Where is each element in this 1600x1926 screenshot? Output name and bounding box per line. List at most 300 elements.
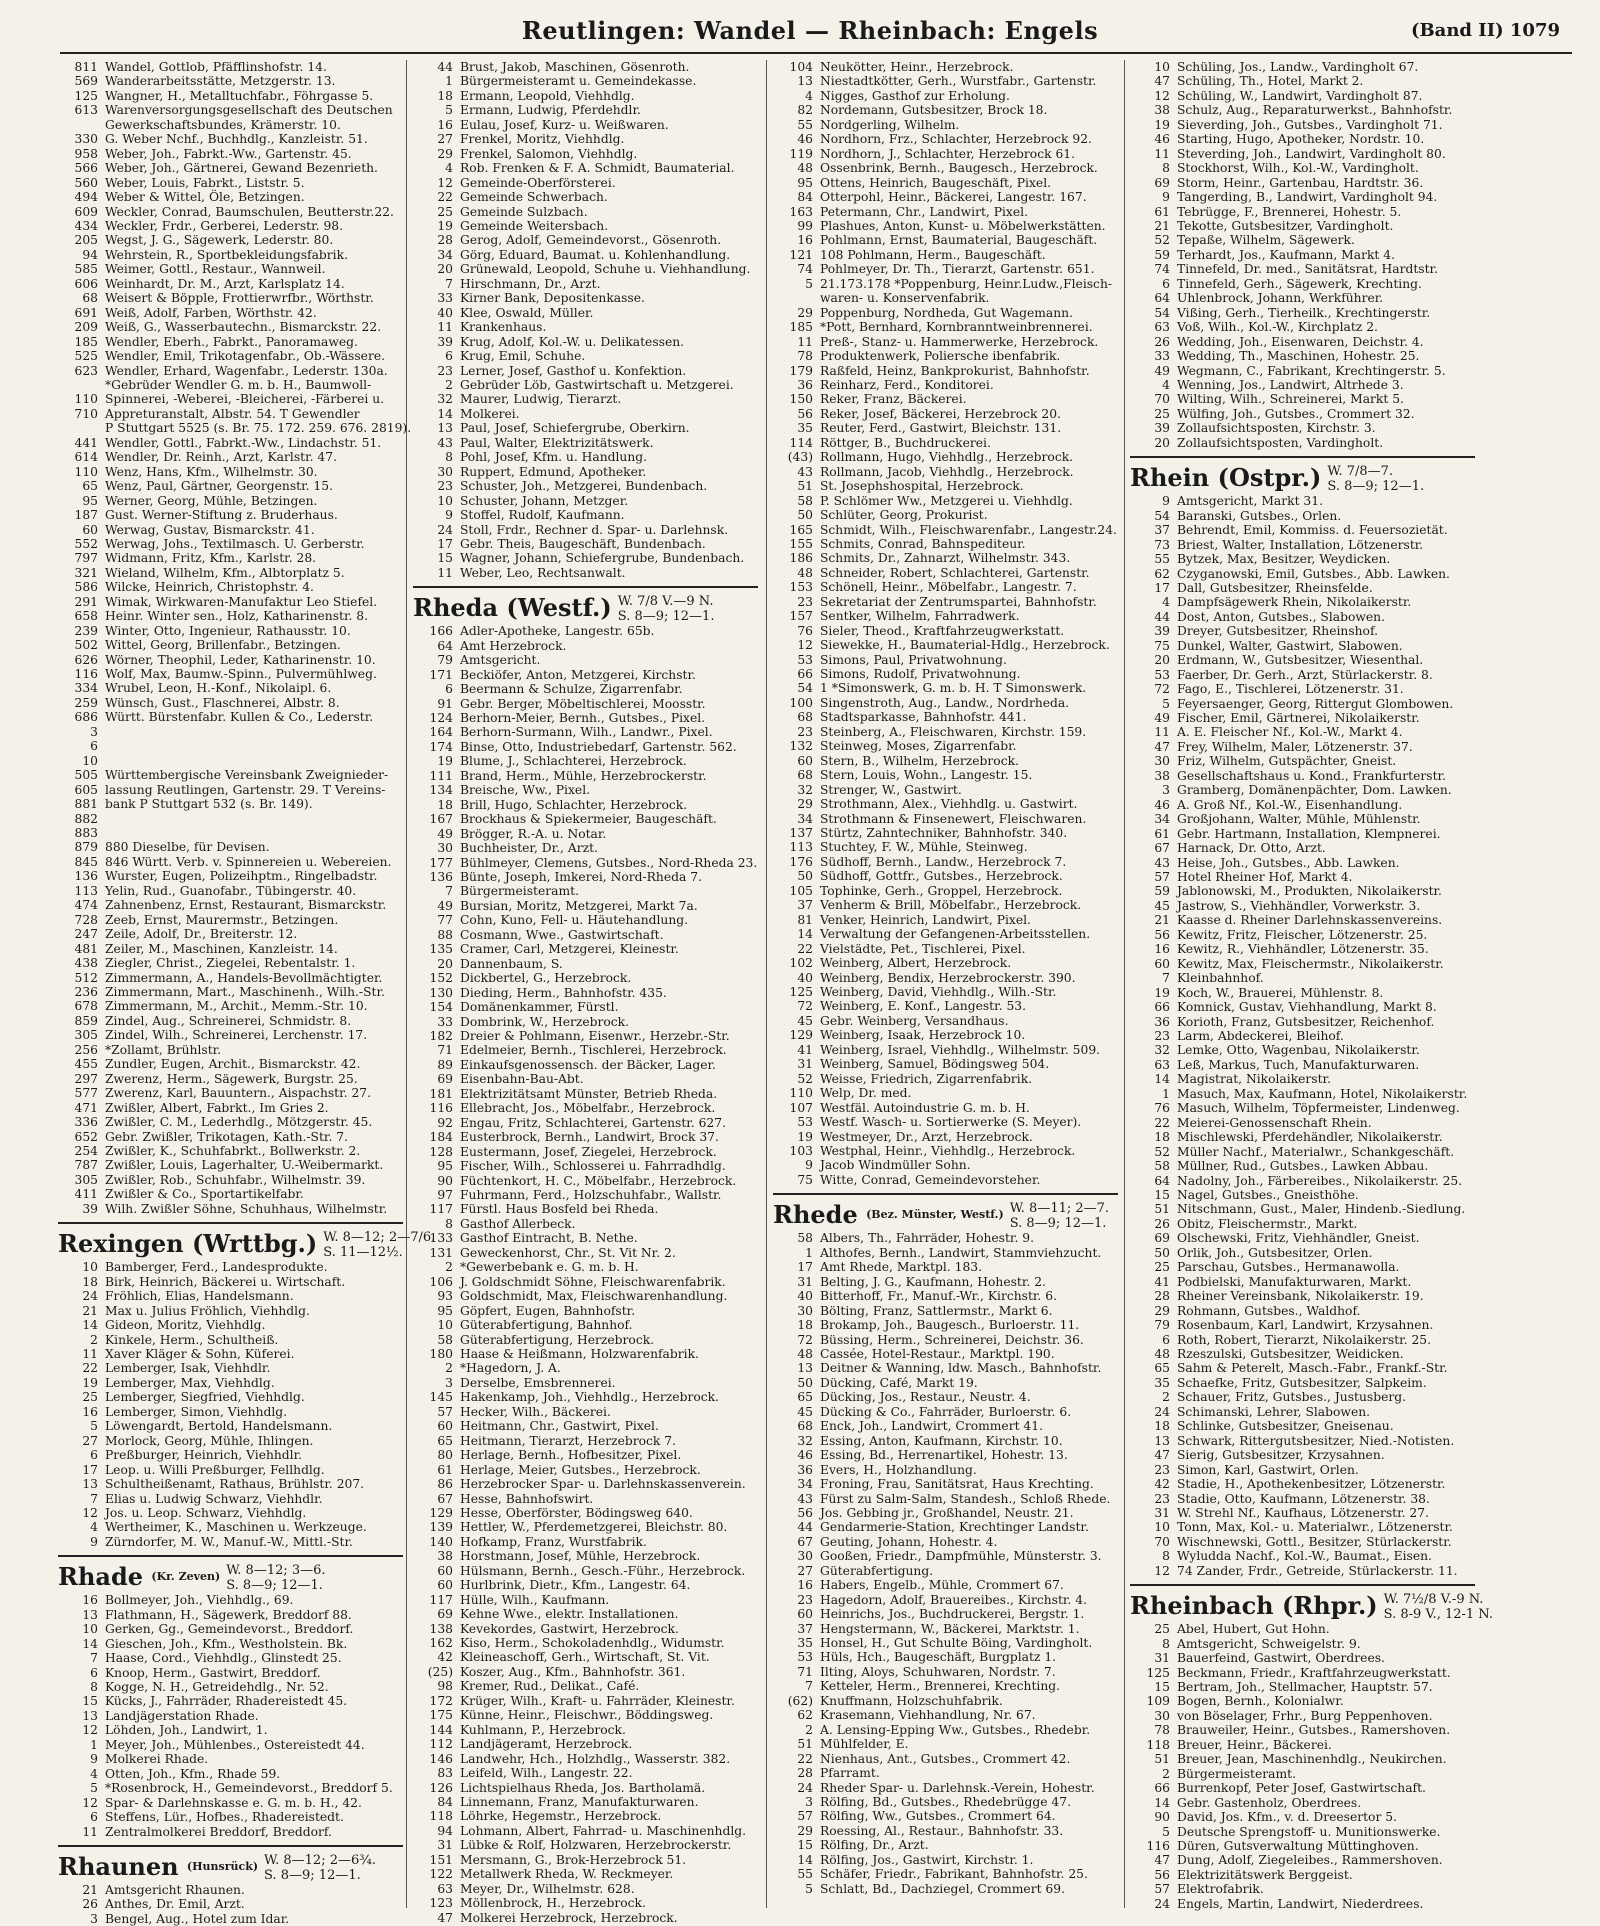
directory-entry	[413, 1809, 758, 1823]
phone-number: 297	[74, 1071, 98, 1086]
phone-number: 60	[797, 1607, 813, 1622]
place-heading-rheda	[413, 586, 758, 624]
directory-entry	[1130, 1072, 1475, 1086]
directory-entry	[413, 1766, 758, 1780]
directory-entry	[773, 1708, 1118, 1722]
entry-text: Burrenkopf, Peter Josef, Gastwirtschaft.	[1177, 1781, 1426, 1796]
directory-entry	[413, 364, 758, 378]
phone-number: 18	[82, 1274, 98, 1289]
phone-number: 31	[1154, 1651, 1170, 1666]
directory-entry	[413, 1101, 758, 1115]
column-2	[413, 60, 758, 1925]
entry-text: Amtsgericht.	[460, 653, 541, 668]
entry-text: Sieler, Theod., Kraftfahrzeugwerkstatt.	[820, 623, 1065, 638]
entry-text: Horstmann, Josef, Mühle, Herzebrock.	[460, 1549, 701, 1564]
directory-entry	[413, 1289, 758, 1303]
directory-entry	[1130, 1709, 1475, 1723]
phone-number: 494	[74, 190, 98, 205]
phone-number: 6	[90, 1665, 98, 1680]
phone-number: 20	[1154, 653, 1170, 668]
directory-entry	[58, 1825, 403, 1839]
place-name: Rhein (Ostpr.)	[1130, 463, 1322, 493]
phone-number: 2	[445, 1260, 453, 1275]
entry-text: Dreyer, Gutsbesitzer, Rheinshof.	[1177, 624, 1378, 639]
entry-text: Ellebracht, Jos., Möbelfabr., Herzebrock.	[460, 1101, 716, 1116]
phone-number: 51	[797, 1737, 813, 1752]
entry-text: Stadtsparkasse, Bahnhofstr. 441.	[820, 710, 1027, 725]
directory-entry	[58, 1883, 403, 1897]
directory-entry	[1130, 1029, 1475, 1043]
directory-entry	[58, 913, 403, 927]
entry-text: Bogen, Bernh., Kolonialwr.	[1177, 1694, 1344, 1709]
entry-text: Nordhorn, J., Schlachter, Herzebrock 61.	[820, 146, 1076, 161]
entry-text: Westphal, Heinr., Viehhdlg., Herzebrock.	[820, 1143, 1076, 1158]
entry-text: Mühlfelder, E.	[820, 1737, 909, 1752]
directory-entry	[413, 1708, 758, 1722]
entry-text: Brögger, R.-A. u. Notar.	[460, 826, 607, 841]
phone-number: 2	[445, 377, 453, 392]
entry-text: Roth, Robert, Tierarzt, Nikolaikerstr. 25.	[1177, 1332, 1432, 1347]
entry-text: Zeile, Adolf, Dr., Breiterstr. 12.	[105, 927, 298, 942]
directory-entry	[413, 1318, 758, 1332]
phone-number: 21	[1154, 913, 1170, 928]
phone-number: 39	[1154, 421, 1170, 436]
directory-entry	[773, 176, 1118, 190]
phone-number: 305	[74, 1172, 98, 1187]
entry-text: Zindel, Aug., Schreinerei, Schmidstr. 8.	[105, 1013, 352, 1028]
entry-text: Baranski, Gutsbes., Orlen.	[1177, 508, 1342, 523]
directory-entry	[413, 1549, 758, 1563]
phone-number: 153	[789, 580, 813, 595]
directory-entry	[413, 740, 758, 754]
directory-entry	[58, 710, 403, 724]
entry-text: Wendler, Dr. Reinh., Arzt, Karlstr. 47.	[105, 450, 337, 465]
directory-entry	[773, 783, 1118, 797]
directory-entry	[1130, 1390, 1475, 1404]
entry-text: Schlinke, Gutsbesitzer, Gneisenau.	[1177, 1419, 1394, 1434]
entry-text: Hurlbrink, Dietr., Kfm., Langestr. 64.	[460, 1578, 691, 1593]
entry-text: Zollaufsichtsposten, Vardingholt.	[1177, 435, 1384, 450]
phone-number: 20	[1154, 435, 1170, 450]
directory-entry	[413, 1116, 758, 1130]
phone-number: 53	[1154, 667, 1170, 682]
directory-entry	[773, 580, 1118, 594]
phone-number: 23	[437, 363, 453, 378]
directory-entry	[773, 1795, 1118, 1809]
phone-number: 10	[82, 1622, 98, 1637]
directory-entry	[58, 884, 403, 898]
directory-entry	[773, 566, 1118, 580]
phone-number: 57	[1154, 1882, 1170, 1897]
phone-number: 19	[1154, 985, 1170, 1000]
directory-entry	[1130, 1043, 1475, 1057]
directory-entry	[773, 942, 1118, 956]
entry-text: Lemberger, Simon, Viehhdlg.	[105, 1404, 288, 1419]
entry-text: Wenning, Jos., Landwirt, Altrhede 3.	[1177, 377, 1404, 392]
entry-text: Heinrichs, Jos., Buchdruckerei, Bergstr. 1.	[820, 1607, 1085, 1622]
entry-text: Zahnenbenz, Ernst, Restaurant, Bismarckstr.	[105, 898, 387, 913]
phone-number: 24	[797, 1780, 813, 1795]
directory-entry	[413, 1043, 758, 1057]
phone-number: 116	[74, 667, 98, 682]
entry-text: Krüger, Wilh., Kraft- u. Fahrräder, Kleinestr.	[460, 1693, 735, 1708]
entry-text: Weckler, Conrad, Baumschulen, Beutterstr.22.	[105, 204, 394, 219]
directory-entry	[773, 739, 1118, 753]
phone-number: 75	[1154, 638, 1170, 653]
entry-text: Ilting, Aloys, Schuhwaren, Nordstr. 7.	[820, 1664, 1056, 1679]
phone-number: 29	[1154, 1303, 1170, 1318]
directory-entry	[1130, 436, 1475, 450]
entry-text: Tinnefeld, Gerh., Sägewerk, Krechting.	[1177, 276, 1422, 291]
entry-text: Komnick, Gustav, Viehhandlung, Markt 8.	[1177, 1000, 1437, 1015]
entry-text: Paul, Walter, Elektrizitätswerk.	[460, 435, 654, 450]
phone-number: 136	[74, 869, 98, 884]
entry-text: Birk, Heinrich, Bäckerei u. Wirtschaft.	[105, 1274, 346, 1289]
directory-entry	[1130, 1853, 1475, 1867]
phone-number: 411	[74, 1187, 98, 1202]
directory-entry	[58, 349, 403, 363]
phone-number: 110	[789, 1086, 813, 1101]
phone-number: 48	[797, 1346, 813, 1361]
entry-list-rhaunen	[58, 1883, 403, 1926]
directory-entry	[773, 1419, 1118, 1433]
entry-text: Kewitz, Fritz, Fleischer, Lötzenerstr. 25.	[1177, 927, 1428, 942]
directory-entry	[58, 840, 403, 854]
directory-entry	[58, 1028, 403, 1042]
phone-number: 10	[1154, 1520, 1170, 1535]
phone-number: 74	[797, 262, 813, 277]
office-hours: W. 7½/8 V.-9 N. S. 8-9 V., 12-1 N.	[1383, 1592, 1493, 1623]
directory-entry	[773, 450, 1118, 464]
entry-text: Petermann, Chr., Landwirt, Pixel.	[820, 204, 1028, 219]
phone-number: 13	[82, 1477, 98, 1492]
directory-entry	[413, 1520, 758, 1534]
entry-text: Strenger, W., Gastwirt.	[820, 782, 962, 797]
entry-text: 846 Württ. Verb. v. Spinnereien u. Webereien.	[105, 854, 392, 869]
entry-text: Landjägerstation Rhade.	[105, 1708, 259, 1723]
entry-text: Neukötter, Heinr., Herzebrock.	[820, 60, 1014, 74]
entry-text: Amtsgericht, Markt 31.	[1177, 494, 1323, 509]
entry-text: Pfarramt.	[820, 1766, 880, 1781]
entry-text: Grünewald, Leopold, Schuhe u. Viehhandlung.	[460, 262, 751, 277]
phone-number: 60	[437, 1563, 453, 1578]
entry-text: Tophinke, Gerh., Groppel, Herzebrock.	[820, 883, 1063, 898]
directory-entry	[1130, 1275, 1475, 1289]
entry-text: St. Josephshospital, Herzebrock.	[820, 479, 1024, 494]
directory-entry	[413, 161, 758, 175]
phone-number: 577	[74, 1086, 98, 1101]
entry-text: Frey, Wilhelm, Maler, Lötzenerstr. 37.	[1177, 739, 1413, 754]
directory-entry	[1130, 1694, 1475, 1708]
directory-entry	[58, 248, 403, 262]
entry-text: Hakenkamp, Joh., Viehhdlg., Herzebrock.	[460, 1390, 719, 1405]
entry-text: Dunkel, Walter, Gastwirt, Slabowen.	[1177, 638, 1403, 653]
entry-text: Sieverding, Joh., Gutsbes., Vardingholt 71.	[1177, 117, 1443, 132]
phone-number: (43)	[787, 450, 813, 465]
phone-number: 61	[1154, 204, 1170, 219]
directory-entry	[773, 1347, 1118, 1361]
phone-number: 49	[437, 826, 453, 841]
directory-entry	[1130, 884, 1475, 898]
phone-number: 455	[74, 1057, 98, 1072]
directory-entry	[773, 667, 1118, 681]
phone-number: 3	[445, 1375, 453, 1390]
directory-entry	[773, 624, 1118, 638]
phone-number: 94	[437, 1823, 453, 1838]
entry-text: Erdmann, W., Gutsbesitzer, Wiesenthal.	[1177, 653, 1424, 668]
phone-number: 55	[797, 1867, 813, 1882]
directory-entry	[1130, 841, 1475, 855]
phone-number: 60	[797, 753, 813, 768]
phone-number: 9	[1162, 494, 1170, 509]
entry-text: Sahm & Peterelt, Masch.-Fabr., Frankf.-Str.	[1177, 1361, 1448, 1376]
phone-number: 181	[429, 1086, 453, 1101]
entry-text: Brokamp, Joh., Baugesch., Burloerstr. 11.	[820, 1318, 1080, 1333]
phone-number: 44	[1154, 609, 1170, 624]
entry-text: Engels, Martin, Landwirt, Niederdrees.	[1177, 1896, 1424, 1911]
entry-text: *Hagedorn, J. A.	[460, 1361, 561, 1376]
phone-number: 247	[74, 927, 98, 942]
directory-entry	[413, 494, 758, 508]
directory-entry	[413, 1593, 758, 1607]
directory-entry	[58, 826, 403, 840]
entry-text: Ermann, Ludwig, Pferdehdlr.	[460, 103, 641, 118]
entry-text: Geweckenhorst, Chr., St. Vit Nr. 2.	[460, 1245, 676, 1260]
column-divider	[1124, 60, 1125, 1908]
directory-entry	[58, 609, 403, 623]
directory-entry	[1130, 262, 1475, 276]
directory-entry	[413, 219, 758, 233]
entry-text: 74 Zander, Frdr., Getreide, Stürlackerstr. 11.	[1177, 1563, 1458, 1578]
directory-entry	[413, 378, 758, 392]
entry-text: Schönell, Heinr., Möbelfabr., Langestr. 7.	[820, 580, 1077, 595]
directory-entry	[58, 1289, 403, 1303]
phone-number: 176	[789, 854, 813, 869]
phone-number: 65	[797, 1390, 813, 1405]
entry-text: Elias u. Ludwig Schwarz, Viehhdlr.	[105, 1491, 323, 1506]
phone-number: 47	[1154, 74, 1170, 89]
phone-number: 47	[437, 1910, 453, 1925]
directory-entry	[1130, 1506, 1475, 1520]
directory-entry	[1130, 1680, 1475, 1694]
entry-text: Wilh. Zwißler Söhne, Schuhhaus, Wilhelmstr.	[105, 1201, 388, 1216]
phone-number: 35	[797, 1636, 813, 1651]
directory-entry	[58, 1202, 403, 1216]
entry-text: Sentker, Wilhelm, Fahrradwerk.	[820, 609, 1020, 624]
entry-text: Flathmann, H., Sägewerk, Breddorf 88.	[105, 1607, 352, 1622]
entry-text: W. Strehl Nf., Kaufhaus, Lötzenerstr. 27.	[1177, 1505, 1429, 1520]
entry-text: Wilting, Wilh., Schreinerei, Markt 5.	[1177, 392, 1404, 407]
directory-entry	[773, 1086, 1118, 1100]
entry-text: Haase & Heißmann, Holzwarenfabrik.	[460, 1346, 699, 1361]
directory-entry	[413, 870, 758, 884]
phone-number: 16	[797, 233, 813, 248]
phone-number: 60	[437, 1419, 453, 1434]
entry-text: Fürstl. Haus Bosfeld bei Rheda.	[460, 1202, 659, 1217]
phone-number: 24	[1154, 1404, 1170, 1419]
phone-number: 8	[90, 1680, 98, 1695]
entry-text: Hesse, Bahnhofswirt.	[460, 1491, 594, 1506]
phone-number: 236	[74, 985, 98, 999]
entry-text: Bollmeyer, Joh., Viehhdlg., 69.	[105, 1593, 294, 1608]
directory-entry	[1130, 1260, 1475, 1274]
phone-number: 11	[82, 1824, 98, 1839]
phone-number: 185	[74, 334, 98, 349]
directory-entry	[1130, 1767, 1475, 1781]
place-name: Rhaunen	[58, 1852, 179, 1882]
phone-number: 130	[429, 985, 453, 1000]
directory-entry	[773, 855, 1118, 869]
entry-text: Yelin, Rud., Guanofabr., Tübingerstr. 40.	[105, 883, 357, 898]
phone-number: 113	[74, 883, 98, 898]
place-name: Rheda (Westf.)	[413, 593, 612, 623]
phone-number: 22	[1154, 1115, 1170, 1130]
directory-entry	[58, 494, 403, 508]
directory-entry	[58, 233, 403, 247]
entry-text: Schauer, Fritz, Gutsbes., Justusberg.	[1177, 1390, 1407, 1405]
directory-entry	[773, 219, 1118, 233]
directory-entry	[773, 277, 1118, 291]
entry-text: Werwag, Gustav, Bismarckstr. 41.	[105, 522, 315, 537]
place-heading-rhein	[1130, 456, 1475, 494]
phone-number: 36	[797, 377, 813, 392]
directory-entry	[413, 1622, 758, 1636]
entry-text: G. Weber Nchf., Buchhdlg., Kanzleistr. 51.	[105, 132, 368, 147]
entry-text: Gerog, Adolf, Gemeindevorst., Gösenroth.	[460, 233, 722, 248]
phone-number: 525	[74, 349, 98, 364]
phone-number: 4	[1162, 595, 1170, 610]
phone-number: 78	[797, 349, 813, 364]
phone-number: 25	[1154, 406, 1170, 421]
phone-number: 8	[445, 450, 453, 465]
phone-number: 84	[797, 190, 813, 205]
directory-entry	[413, 60, 758, 74]
directory-entry	[413, 1752, 758, 1766]
phone-number: 92	[437, 1115, 453, 1130]
phone-number: 36	[797, 1462, 813, 1477]
entry-text: Gooßen, Friedr., Dampfmühle, Münsterstr. 3.	[820, 1549, 1102, 1564]
directory-entry	[413, 190, 758, 204]
directory-entry	[413, 537, 758, 551]
directory-entry	[1130, 1434, 1475, 1448]
entry-text: Stadie, H., Apothekenbesitzer, Lötzenerstr.	[1177, 1477, 1446, 1492]
entry-text: Harnack, Dr. Otto, Arzt.	[1177, 841, 1326, 856]
directory-entry	[1130, 783, 1475, 797]
entry-text: Kirner Bank, Depositenkasse.	[460, 291, 645, 306]
office-hours: W. 8—12; 3—6. S. 8—9; 12—1.	[226, 1563, 326, 1594]
entry-text: Schultheißenamt, Rathaus, Brühlstr. 207.	[105, 1477, 365, 1492]
phone-number: 51	[1154, 1202, 1170, 1217]
phone-number: 39	[1154, 624, 1170, 639]
phone-number: 175	[429, 1708, 453, 1723]
entry-text: Goldschmidt, Max, Fleischwarenhandlung.	[460, 1289, 728, 1304]
entry-text: Mersmann, G., Brok-Herzebrock 51.	[460, 1852, 687, 1867]
directory-entry	[1130, 1897, 1475, 1911]
phone-number: 652	[74, 1129, 98, 1144]
phone-number: 40	[797, 1289, 813, 1304]
directory-entry	[58, 392, 403, 406]
directory-entry	[1130, 1796, 1475, 1810]
directory-entry	[58, 1608, 403, 1622]
entry-text: Parschau, Gutsbes., Hermanawolla.	[1177, 1260, 1400, 1275]
entry-text: von Böselager, Frhr., Burg Peppenhoven.	[1177, 1708, 1433, 1723]
directory-entry	[58, 739, 403, 753]
phone-number: 626	[74, 652, 98, 667]
phone-number: 38	[437, 1549, 453, 1564]
phone-number: 2	[1162, 1766, 1170, 1781]
directory-entry	[1130, 335, 1475, 349]
directory-entry	[1130, 349, 1475, 363]
entry-text: Dieding, Herm., Bahnhofstr. 435.	[460, 985, 667, 1000]
entry-text: A. E. Fleischer Nf., Kol.-W., Markt 4.	[1177, 725, 1403, 740]
entry-text: Sierig, Gutsbesitzer, Krzysahnen.	[1177, 1448, 1385, 1463]
directory-entry	[773, 1535, 1118, 1549]
phone-number: 14	[1154, 1795, 1170, 1810]
phone-number: 65	[82, 479, 98, 494]
phone-number: 43	[797, 464, 813, 479]
entry-text: Venherm & Brill, Möbelfabr., Herzebrock.	[820, 898, 1082, 913]
directory-entry	[1130, 1376, 1475, 1390]
phone-number: 56	[1154, 927, 1170, 942]
office-hours: W. 7/8—7. S. 8—9; 12—1.	[1327, 464, 1425, 495]
phone-number: 17	[437, 536, 453, 551]
entry-text: Lübke & Rolf, Holzwaren, Herzebrockerstr.	[460, 1838, 732, 1853]
directory-entry	[773, 132, 1118, 146]
phone-number: 72	[1154, 682, 1170, 697]
place-name: Rexingen (Wrttbg.)	[58, 1229, 318, 1259]
phone-number: 33	[437, 291, 453, 306]
entry-text: Einkaufsgenossensch. der Bäcker, Lager.	[460, 1057, 716, 1072]
phone-number: 23	[797, 724, 813, 739]
phone-number: 32	[797, 782, 813, 797]
phone-number: 145	[429, 1390, 453, 1405]
phone-number: 686	[74, 710, 98, 725]
phone-number: 60	[1154, 956, 1170, 971]
directory-entry	[413, 1853, 758, 1867]
entry-text: Belting, J. G., Kaufmann, Hohestr. 2.	[820, 1274, 1046, 1289]
directory-entry	[1130, 725, 1475, 739]
directory-entry	[773, 1014, 1118, 1028]
phone-number: 55	[1154, 552, 1170, 567]
directory-entry	[413, 1361, 758, 1375]
directory-entry	[773, 1564, 1118, 1578]
phone-number: 15	[1154, 1187, 1170, 1202]
directory-entry	[1130, 1419, 1475, 1433]
phone-number: 209	[74, 320, 98, 335]
directory-entry	[1130, 653, 1475, 667]
directory-entry	[58, 320, 403, 334]
phone-number: 62	[797, 1708, 813, 1723]
directory-entry	[773, 364, 1118, 378]
entry-text: Max u. Julius Fröhlich, Viehhdlg.	[105, 1303, 310, 1318]
phone-number: 79	[1154, 1318, 1170, 1333]
entry-text: Rölfing, Bd., Gutsbes., Rhedebrügge 47.	[820, 1795, 1071, 1810]
entry-text: Gesellschaftshaus u. Kond., Frankfurterstr.	[1177, 768, 1446, 783]
phone-number: 177	[429, 855, 453, 870]
directory-entry	[773, 826, 1118, 840]
entry-text: *Rosenbrock, H., Gemeindevorst., Breddorf 5.	[105, 1781, 393, 1796]
phone-number: 5	[90, 1781, 98, 1796]
phone-number: 37	[797, 1621, 813, 1636]
directory-entry	[58, 118, 403, 132]
directory-entry	[413, 1838, 758, 1852]
phone-number: 614	[74, 450, 98, 465]
phone-number: 29	[437, 146, 453, 161]
phone-number: 69	[1154, 175, 1170, 190]
phone-number: 48	[1154, 1346, 1170, 1361]
column-3	[773, 60, 1118, 1912]
entry-text: Geuting, Johann, Hohestr. 4.	[820, 1534, 998, 1549]
